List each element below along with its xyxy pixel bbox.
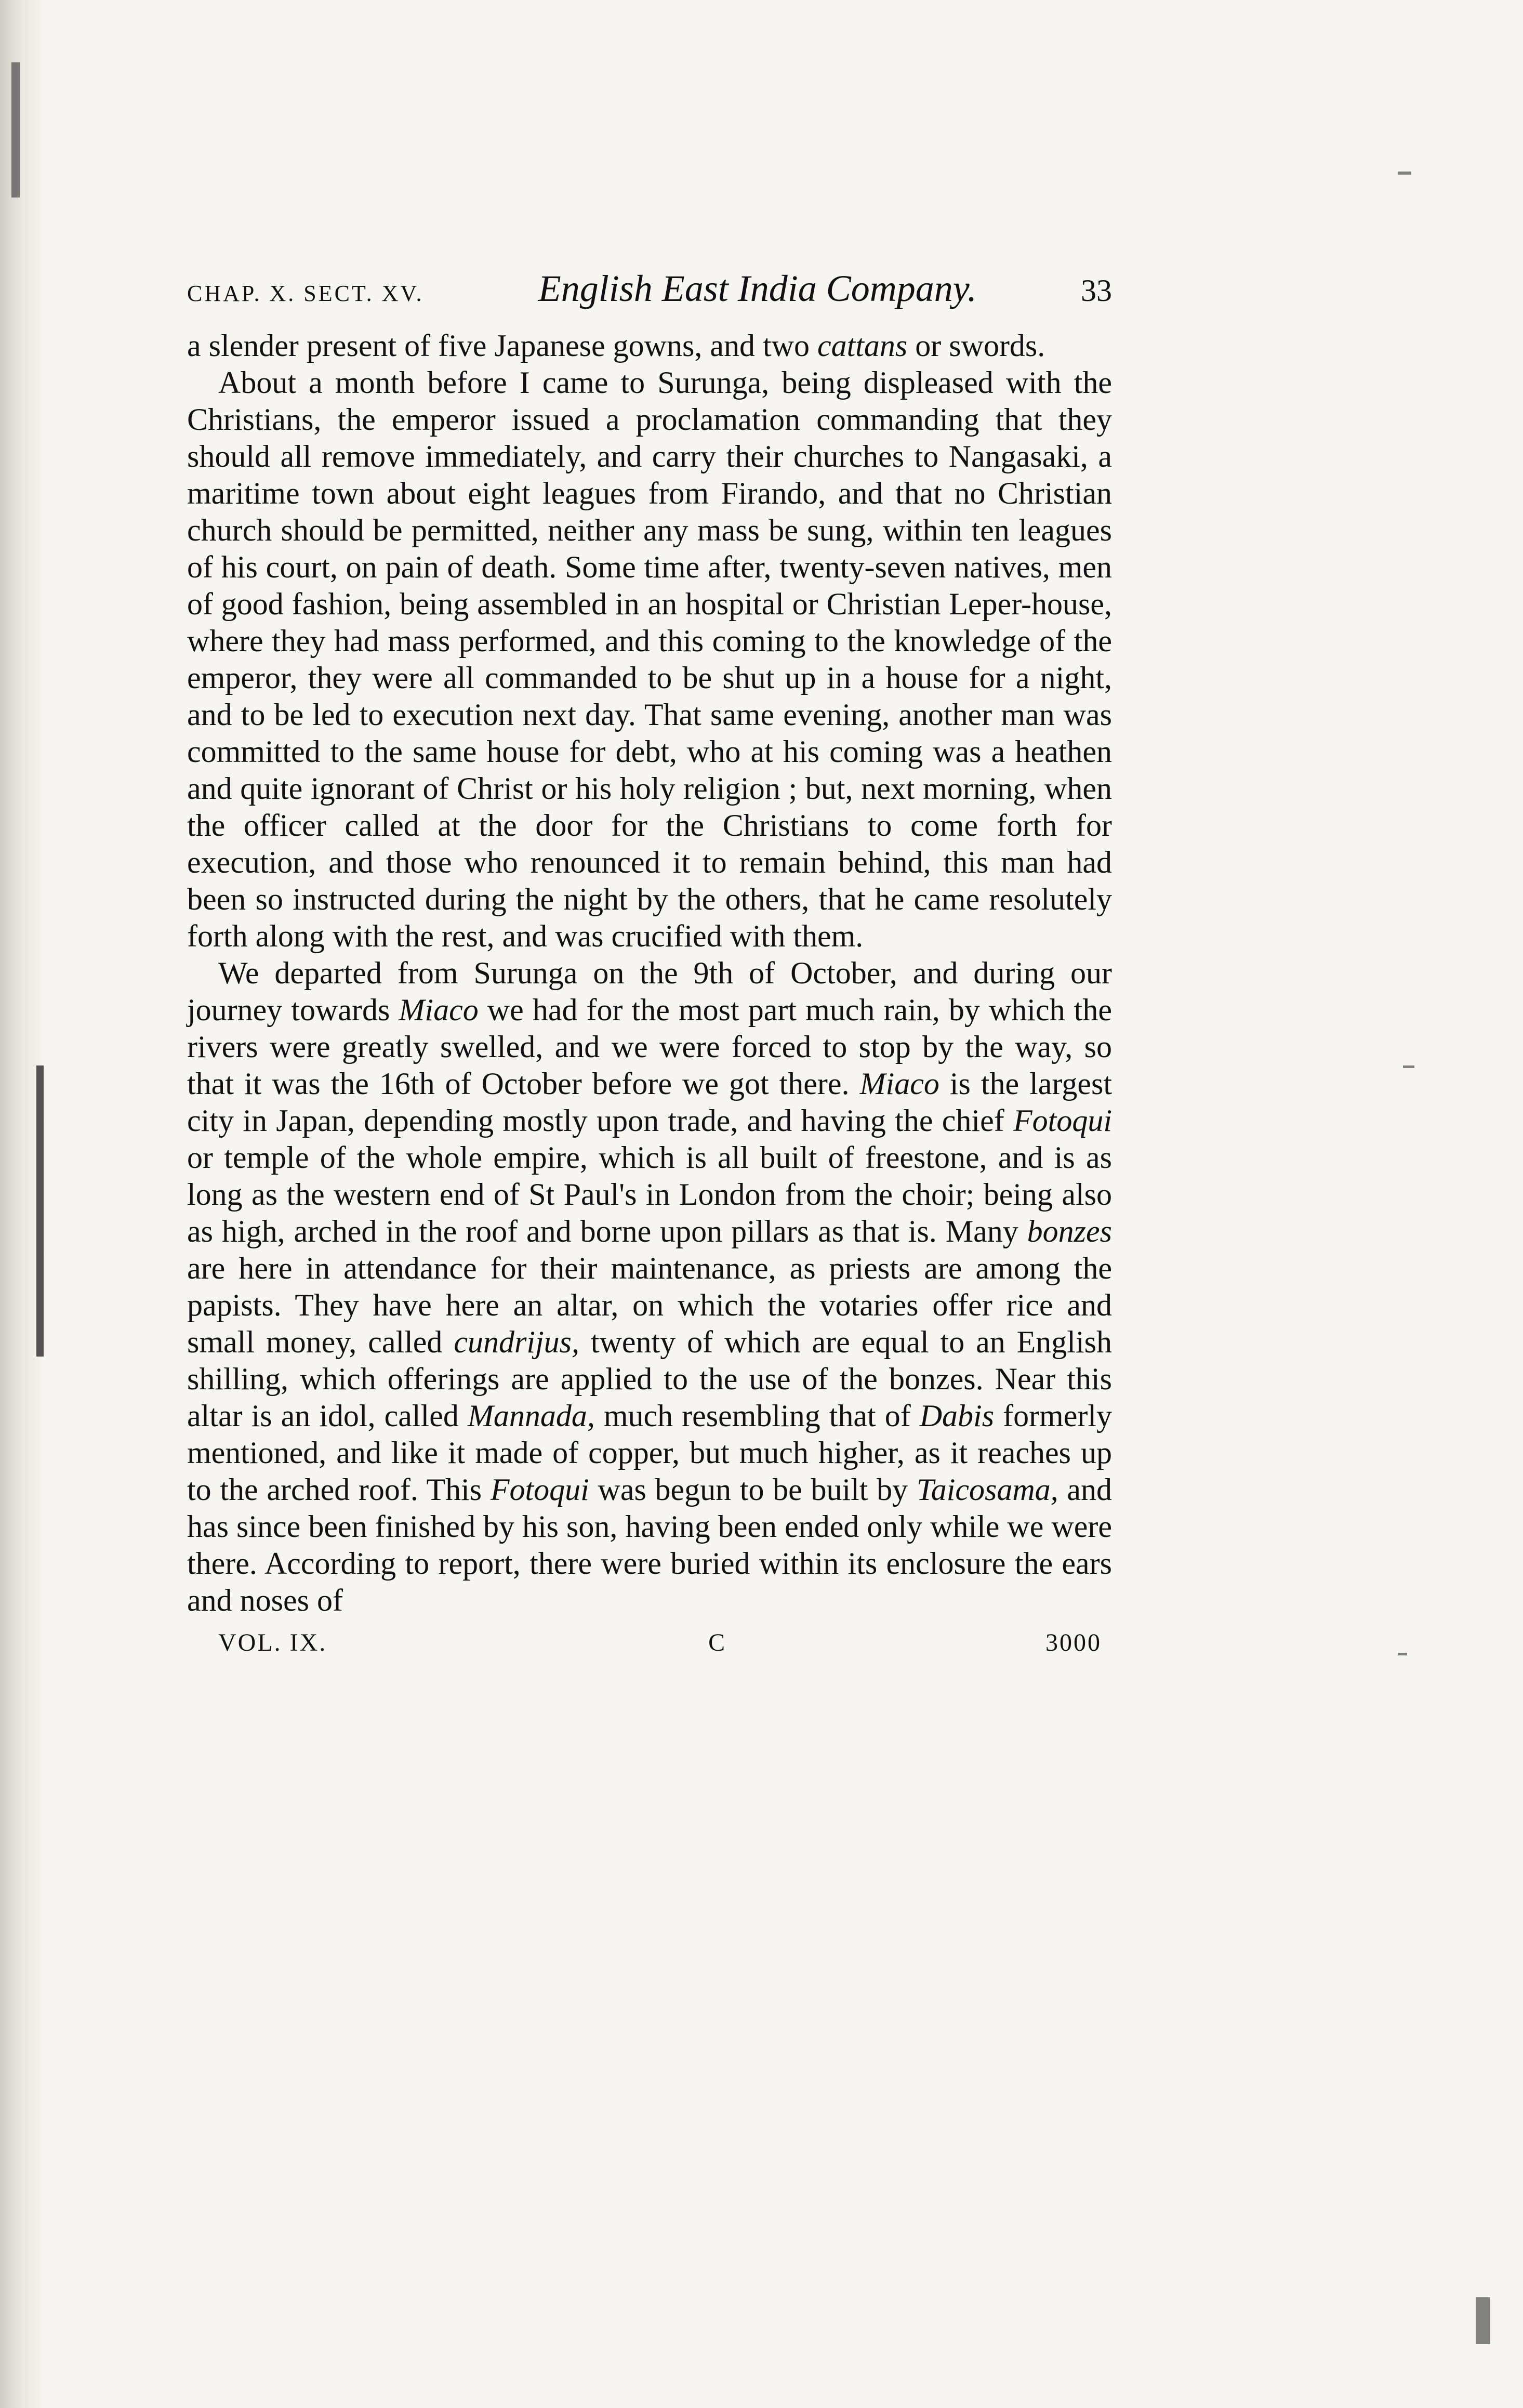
text-segment: a slender present of five Japanese gowns, and two: [187, 328, 817, 363]
page-number: 33: [1080, 273, 1112, 308]
footer-number: 3000: [1045, 1629, 1102, 1656]
text-segment: are here in attendance for their maintenance, as priests are among the papists. They have here an altar, on which the votaries offer rice and small money, called: [187, 1251, 1112, 1359]
running-head-title: English East India Company.: [538, 268, 977, 309]
binding-mark-top: [11, 62, 20, 198]
running-head-chapter: CHAP. X. SECT. XV.: [187, 281, 424, 306]
text-segment: is the largest city in Japan, depending mostly upon trade, and having the chief: [187, 1067, 1112, 1138]
italic-term: Fotoqui: [490, 1472, 589, 1507]
text-segment: or temple of the whole empire, which is all built of freestone, and is as long as the western end of St Paul's in London from the choir; being also as high, arched in the roof and borne upon pillars as that is. Many: [187, 1140, 1112, 1248]
italic-term: cattans: [817, 328, 908, 363]
italic-term: Miaco: [399, 993, 479, 1027]
text-segment: About a month before I came to Surunga, being displeased with the Christians, the emperor issued a proclamation commanding that they should all remove immediately, and carry their churches to Nangasaki, a maritime town about eight leagues from Firando, and that no Christian church should be permitted, neither any mass be sung, within ten leagues of his court, on pain of death. Some time after, twenty-seven natives, men of good fashion, being assembled in an hospital or Christian Leper-house, where they had mass performed, and this coming to the knowledge of the emperor, they were all commanded to be shut up in a house for a night, and to be led to execution next day. That same evening, another man was committed to the same house for debt, who at his coming was a heathen and quite ignorant of Christ or his holy religion ; but, next morning, when the officer called at the door for the Christians to come forth for execution, and those who renounced it to remain behind, this man had been so instructed during the night by the others, that he came resolutely forth along with the rest, and was crucified with them.: [187, 365, 1112, 953]
binding-mark: [36, 1065, 44, 1357]
text-segment: much resembling that of: [594, 1399, 920, 1433]
edge-speck: [1403, 1065, 1414, 1068]
italic-term: bonzes: [1027, 1214, 1112, 1248]
text-segment: twenty of which are equal to an English shilling, which offerings are applied to the use of the bonzes. Near this altar is an idol, called: [187, 1325, 1112, 1433]
paragraph: [187, 955, 1112, 1619]
body-text: [187, 327, 1112, 1619]
italic-term: Taicosama,: [916, 1472, 1058, 1507]
running-head: [187, 270, 1112, 327]
edge-speck: [1476, 2297, 1490, 2344]
paragraph: [187, 364, 1112, 955]
text-segment: was begun to be built by: [589, 1472, 917, 1507]
text-segment: We departed from Surunga on the 9th of October, and during our journey towards: [187, 956, 1112, 1027]
edge-speck: [1398, 172, 1411, 175]
text-segment: we had for the most part much rain, by which the rivers were greatly swelled, and we were forced to stop by the way, so that it was the 16th of October before we got there.: [187, 993, 1112, 1101]
text-segment: and has since been finished by his son, having been ended only while we were there. According to report, there were buried within its enclosure the ears and noses of: [187, 1472, 1112, 1617]
italic-term: Dabis: [919, 1399, 995, 1433]
edge-speck: [1398, 1653, 1407, 1655]
page-footer: [187, 1624, 1112, 1661]
italic-term: cundrijus,: [454, 1325, 580, 1359]
paragraph: [187, 327, 1112, 364]
footer-volume: VOL. IX.: [218, 1629, 327, 1656]
italic-term: Mannada,: [467, 1399, 595, 1433]
text-segment: or swords.: [907, 328, 1045, 363]
page-text-block: [187, 270, 1112, 1661]
footer-signature-mark: C: [708, 1629, 727, 1656]
italic-term: Miaco: [859, 1067, 939, 1101]
italic-term: Fotoqui: [1013, 1103, 1112, 1138]
text-segment: formerly mentioned, and like it made of copper, but much higher, as it reaches up to the arched roof. This: [187, 1399, 1112, 1507]
